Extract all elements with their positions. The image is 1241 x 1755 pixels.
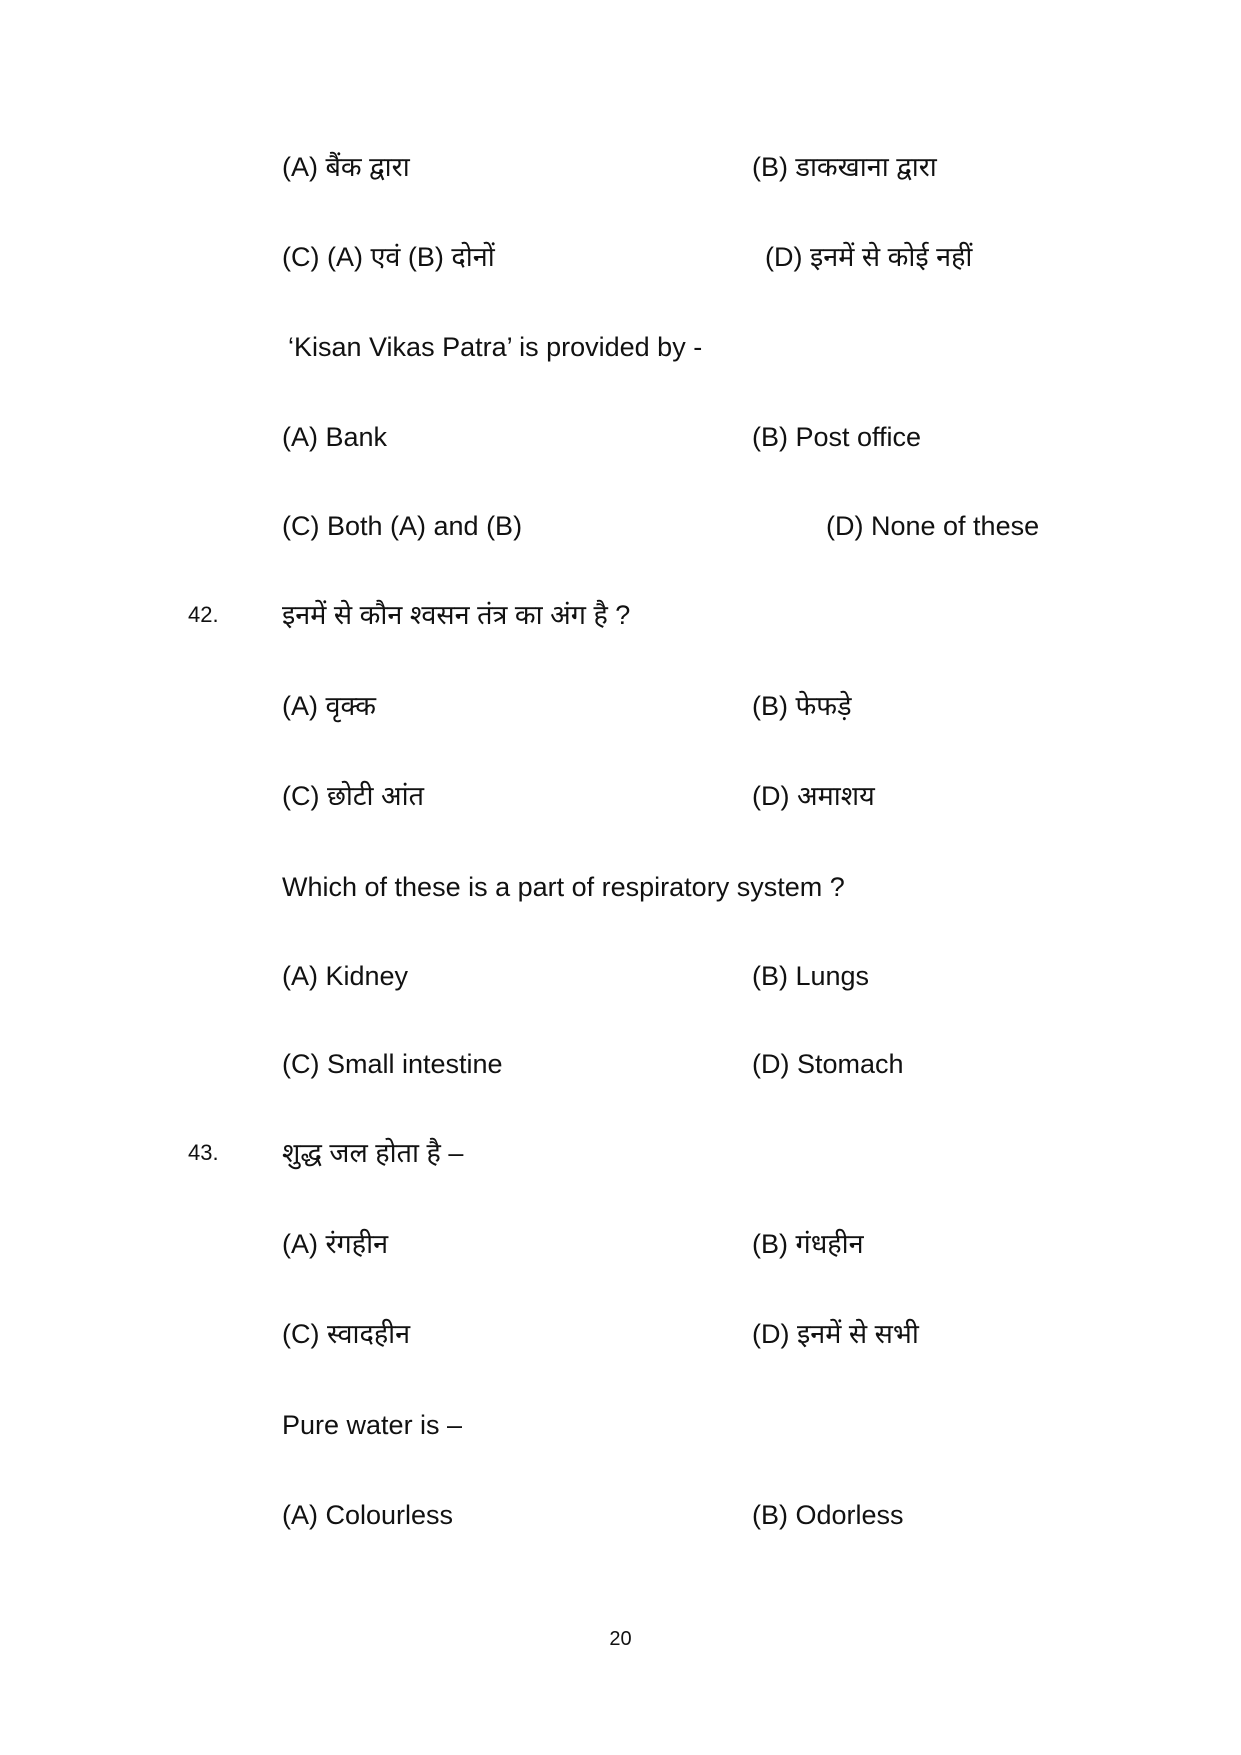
- q42-option-c-en: (C) Small intestine: [282, 1049, 503, 1079]
- q43-option-a-en: (A) Colourless: [282, 1500, 454, 1530]
- q41-option-d-en: (D) None of these: [826, 511, 1040, 541]
- page-number: 20: [609, 1628, 632, 1650]
- q42-number: 42.: [188, 602, 219, 627]
- q42-option-d-en: (D) Stomach: [752, 1049, 904, 1079]
- q42-option-b-en: (B) Lungs: [752, 961, 870, 991]
- q43-option-a-hi: (A) रंगहीन: [282, 1229, 389, 1259]
- q41-option-a-en: (A) Bank: [282, 422, 388, 452]
- q42-option-a-hi: (A) वृक्क: [282, 691, 376, 721]
- q41-option-a-hi: (A) बैंक द्वारा: [282, 152, 410, 182]
- q41-option-d-hi: (D) इनमें से कोई नहीं: [765, 242, 973, 272]
- q41-option-c-en: (C) Both (A) and (B): [282, 511, 523, 541]
- q43-question-en: Pure water is –: [282, 1410, 463, 1440]
- q41-option-b-hi: (B) डाकखाना द्वारा: [752, 152, 937, 182]
- q41-option-b-en: (B) Post office: [752, 422, 922, 452]
- q41-question-en: ‘Kisan Vikas Patra’ is provided by -: [288, 332, 703, 362]
- q42-question-hi: इनमें से कौन श्वसन तंत्र का अंग है ?: [282, 600, 631, 630]
- q41-option-c-hi: (C) (A) एवं (B) दोनों: [282, 242, 495, 272]
- q42-option-d-hi: (D) अमाशय: [752, 781, 875, 811]
- q43-option-b-en: (B) Odorless: [752, 1500, 904, 1530]
- q43-option-d-hi: (D) इनमें से सभी: [752, 1319, 919, 1349]
- q42-option-b-hi: (B) फेफड़े: [752, 691, 852, 721]
- q43-question-hi: शुद्ध जल होता है –: [282, 1138, 464, 1168]
- q43-option-b-hi: (B) गंधहीन: [752, 1229, 864, 1259]
- q43-option-c-hi: (C) स्वादहीन: [282, 1319, 411, 1349]
- q42-question-en: Which of these is a part of respiratory system ?: [282, 872, 845, 902]
- q42-option-c-hi: (C) छोटी आंत: [282, 781, 424, 811]
- q43-number: 43.: [188, 1140, 219, 1165]
- q42-option-a-en: (A) Kidney: [282, 961, 409, 991]
